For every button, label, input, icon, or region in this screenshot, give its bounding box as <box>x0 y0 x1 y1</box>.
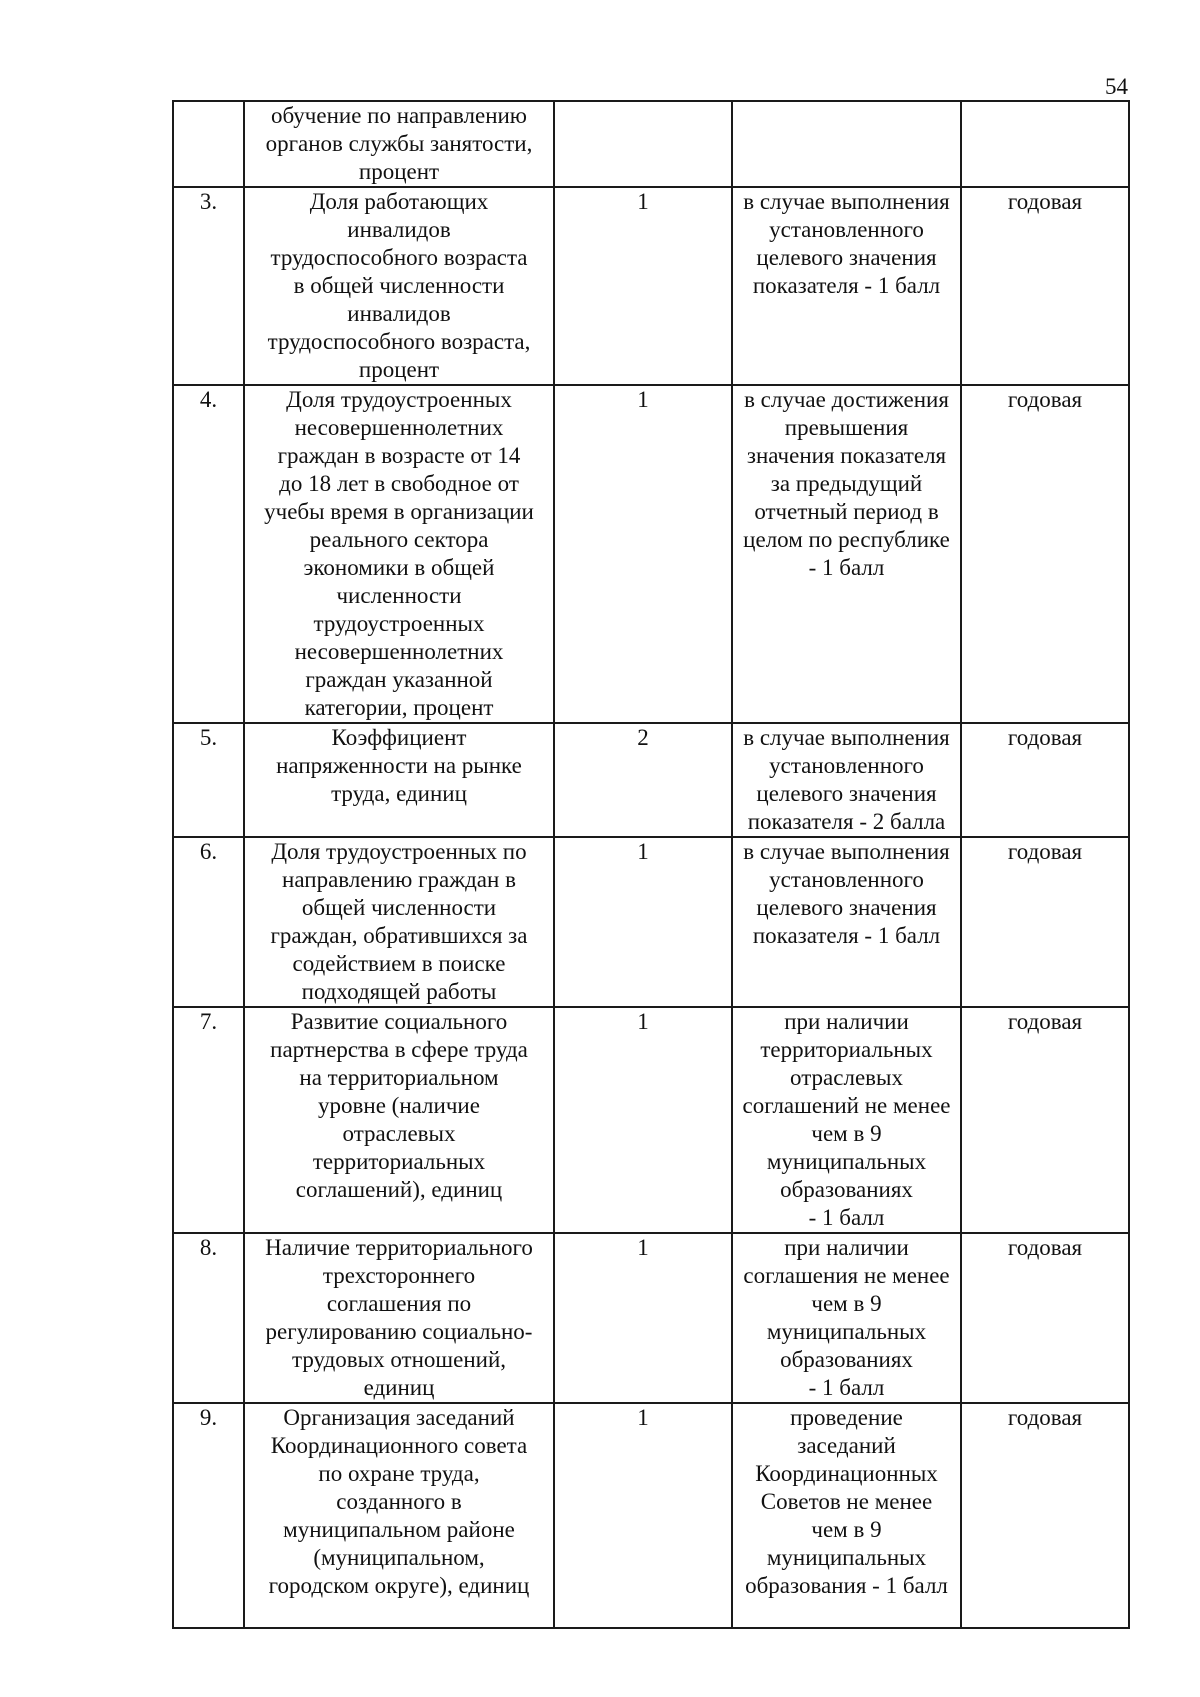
points: 1 <box>554 1403 732 1628</box>
points: 2 <box>554 723 732 837</box>
points: 1 <box>554 1007 732 1233</box>
table-row <box>173 723 1129 837</box>
scoring-criteria: в случае выполнения установленного целевого значения показателя - 1 балл <box>732 837 961 1007</box>
row-number: 7. <box>173 1007 244 1233</box>
periodicity: годовая <box>961 1403 1129 1628</box>
row-number: 5. <box>173 723 244 837</box>
table-row <box>173 1233 1129 1403</box>
row-number: 4. <box>173 385 244 723</box>
row-number: 3. <box>173 187 244 385</box>
periodicity: годовая <box>961 1007 1129 1233</box>
table-row <box>173 101 1129 187</box>
indicator-name: Доля трудоустроенных по направлению граждан в общей численности граждан, обратившихся за содействием в поиске подходящей работы <box>244 837 554 1007</box>
indicator-name: Доля трудоустроенных несовершеннолетних граждан в возрасте от 14 до 18 лет в свободное от учебы время в организации реального сектора экономики в общей численности трудоустроенных несовершеннолетних граждан указанной категории, процент <box>244 385 554 723</box>
indicator-name: Наличие территориального трехстороннего соглашения по регулированию социально- трудовых отношений, единиц <box>244 1233 554 1403</box>
indicator-name: Развитие социального партнерства в сфере труда на территориальном уровне (наличие отраслевых территориальных соглашений), единиц <box>244 1007 554 1233</box>
table-row <box>173 1403 1129 1628</box>
scoring-criteria: при наличии территориальных отраслевых соглашений не менее чем в 9 муниципальных образованиях - 1 балл <box>732 1007 961 1233</box>
periodicity: годовая <box>961 837 1129 1007</box>
points <box>554 101 732 187</box>
table-row <box>173 837 1129 1007</box>
indicator-name: обучение по направлению органов службы занятости, процент <box>244 101 554 187</box>
row-number <box>173 101 244 187</box>
periodicity: годовая <box>961 187 1129 385</box>
points: 1 <box>554 187 732 385</box>
scoring-criteria: проведение заседаний Координационных Советов не менее чем в 9 муниципальных образования - 1 балл <box>732 1403 961 1628</box>
table-row <box>173 187 1129 385</box>
scoring-criteria: в случае выполнения установленного целевого значения показателя - 1 балл <box>732 187 961 385</box>
periodicity: годовая <box>961 723 1129 837</box>
points: 1 <box>554 837 732 1007</box>
table-row <box>173 385 1129 723</box>
periodicity: годовая <box>961 385 1129 723</box>
row-number: 6. <box>173 837 244 1007</box>
indicator-name: Коэффициент напряженности на рынке труда, единиц <box>244 723 554 837</box>
table-row <box>173 1007 1129 1233</box>
indicator-name: Организация заседаний Координационного совета по охране труда, созданного в муниципальном районе (муниципальном, городском округе), единиц <box>244 1403 554 1628</box>
points: 1 <box>554 1233 732 1403</box>
scoring-criteria: в случае выполнения установленного целевого значения показателя - 2 балла <box>732 723 961 837</box>
indicators-table <box>172 100 1130 1629</box>
points: 1 <box>554 385 732 723</box>
periodicity: годовая <box>961 1233 1129 1403</box>
periodicity <box>961 101 1129 187</box>
page-number: 54 <box>1105 74 1128 99</box>
scoring-criteria <box>732 101 961 187</box>
row-number: 9. <box>173 1403 244 1628</box>
row-number: 8. <box>173 1233 244 1403</box>
scoring-criteria: при наличии соглашения не менее чем в 9 муниципальных образованиях - 1 балл <box>732 1233 961 1403</box>
indicator-name: Доля работающих инвалидов трудоспособного возраста в общей численности инвалидов трудоспособного возраста, процент <box>244 187 554 385</box>
scoring-criteria: в случае достижения превышения значения показателя за предыдущий отчетный период в целом по республике - 1 балл <box>732 385 961 723</box>
